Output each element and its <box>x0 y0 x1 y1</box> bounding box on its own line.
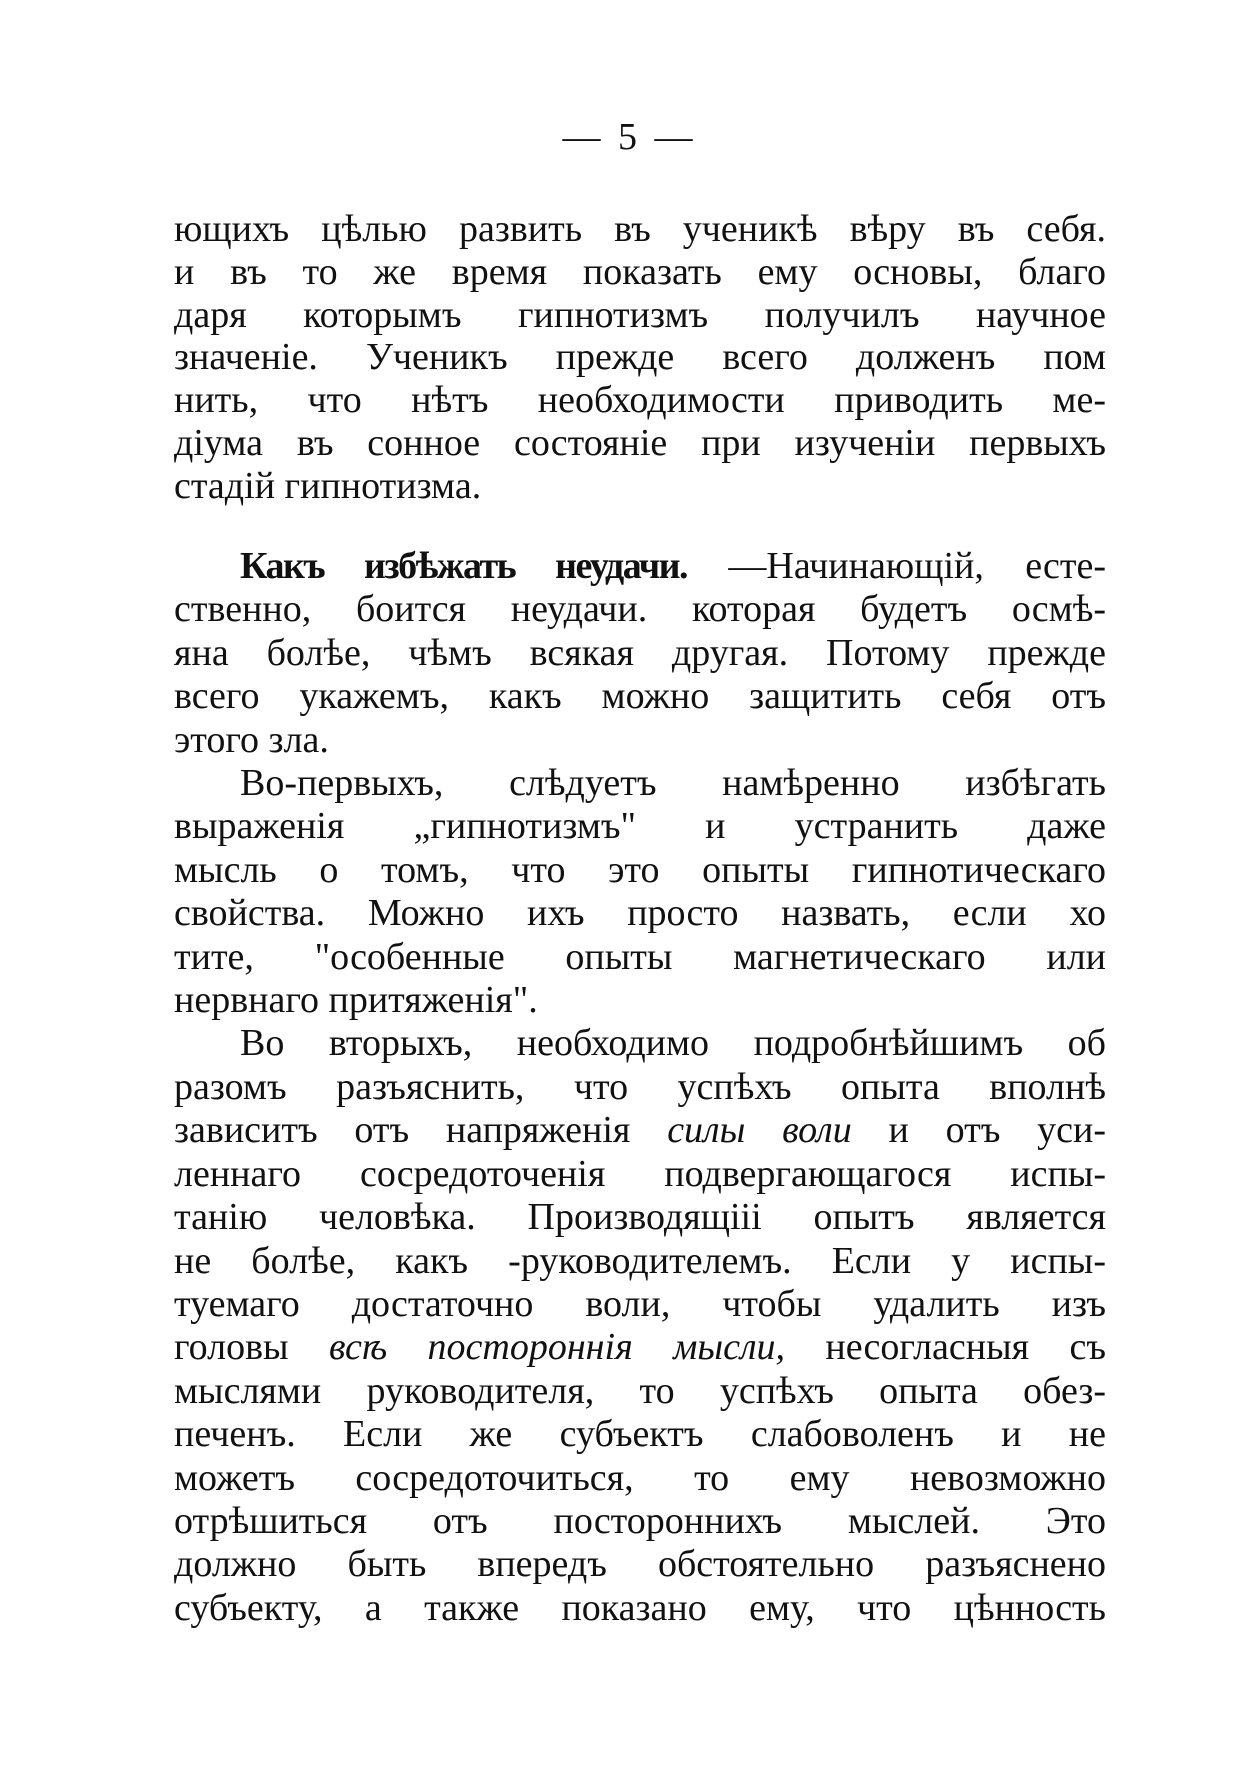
text-line: и въ то же время показать ему основы, благо <box>174 250 1106 293</box>
text-line: печенъ. Если же субъектъ слабоволенъ и не <box>174 1413 1106 1456</box>
emphasis-text: силы воли <box>667 1109 852 1152</box>
text-line <box>174 1109 1106 1152</box>
text-line: туемаго достаточно воли, чтобы удалить изъ <box>174 1282 1106 1325</box>
text-line: тите, "особенные опыты магнетическаго или <box>174 935 1106 978</box>
text-segment: зависитъ отъ напряженія <box>174 1109 668 1152</box>
emphasis-text: всѣ постороннія мысли, <box>328 1326 786 1369</box>
section-heading-line <box>174 545 1106 588</box>
text-line: мыслями руководителя, то успѣхъ опыта обез- <box>174 1369 1106 1412</box>
text-line: леннаго сосредоточенія подвергающагося испы- <box>174 1152 1106 1195</box>
heading-line-text: —Начинающій, есте- <box>728 545 1106 587</box>
section-body <box>174 545 1106 1630</box>
text-line: Во вторыхъ, необходимо подробнѣйшимъ об <box>240 1022 1106 1065</box>
text-line: нить, что нѣтъ необходимости приводить ме- <box>174 379 1106 422</box>
text-line: отрѣшиться отъ постороннихъ мыслей. Это <box>174 1499 1106 1542</box>
text-line: яна болѣе, чѣмъ всякая другая. Потому прежде <box>174 631 1106 674</box>
text-line: субъекту, а также показано ему, что цѣнность <box>174 1586 1106 1629</box>
text-line: значеніе. Ученикъ прежде всего долженъ пом <box>174 336 1106 379</box>
page-number: — 5 — <box>562 116 697 158</box>
text-segment: несогласныя съ <box>785 1326 1106 1369</box>
text-line: не болѣе, какъ -руководителемъ. Если у испы- <box>174 1239 1106 1282</box>
text-line: всего укажемъ, какъ можно защитить себя отъ <box>174 675 1106 718</box>
text-line: этого зла. <box>174 718 329 761</box>
text-line: разомъ разъяснить, что успѣхъ опыта вполнѣ <box>174 1065 1106 1108</box>
text-line: діума въ сонное состояніе при изученіи первыхъ <box>174 421 1106 464</box>
text-line: Во-первыхъ, слѣдуетъ намѣренно избѣгать <box>240 762 1106 805</box>
section-heading: Какъ избѣжать неудачи. <box>240 545 688 587</box>
text-segment: головы <box>174 1326 329 1369</box>
text-line: выраженія „гипнотизмъ" и устранить даже <box>174 805 1106 848</box>
text-line: мысль о томъ, что это опыты гипнотическаго <box>174 848 1106 891</box>
text-line: даря которымъ гипнотизмъ получилъ научное <box>174 293 1106 336</box>
text-line: стадій гипнотизма. <box>174 464 482 507</box>
text-line: нервнаго притяженія". <box>174 979 538 1022</box>
text-line: ственно, боится неудачи. которая будетъ осмѣ- <box>174 588 1106 631</box>
paragraph-continuation <box>174 208 1106 508</box>
text-segment: и отъ уси- <box>851 1109 1106 1152</box>
text-line: должно быть впередъ обстоятельно разъяснено <box>174 1543 1106 1586</box>
text-line: ющихъ цѣлью развить въ ученикѣ вѣру въ себя. <box>174 208 1106 250</box>
text-line <box>174 1326 1106 1369</box>
text-line: свойства. Можно ихъ просто назвать, если хо <box>174 892 1106 935</box>
text-line: танію человѣка. Производящііі опытъ является <box>174 1196 1106 1239</box>
text-line: можетъ сосредоточиться, то ему невозможно <box>174 1456 1106 1499</box>
